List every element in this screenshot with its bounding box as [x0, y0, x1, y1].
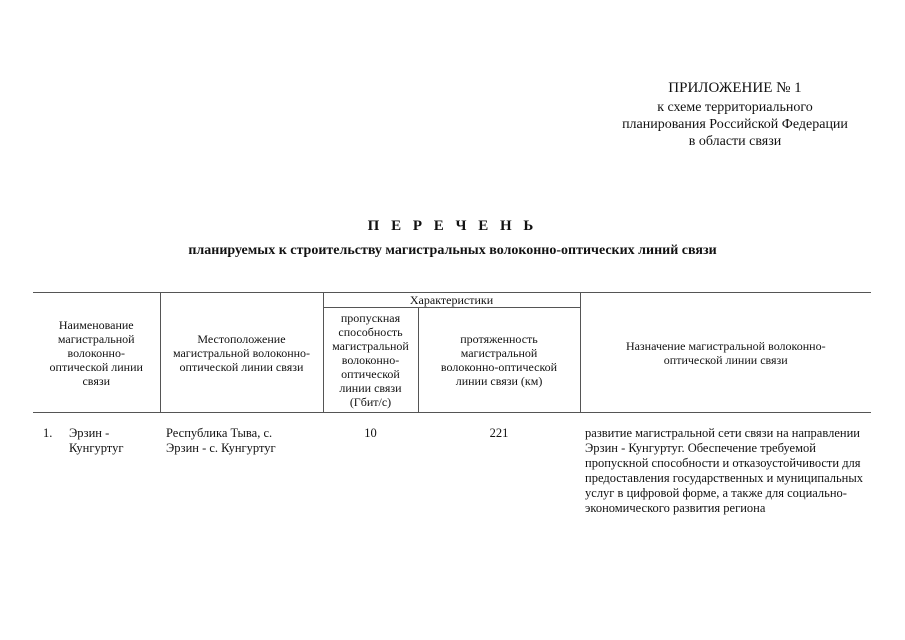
cell-name: [33, 413, 160, 518]
line-name: Эрзин - Кунгуртуг: [69, 426, 124, 455]
appendix-block: [600, 79, 870, 150]
header-length: протяженность магистральной волоконно-оптической линии связи (км): [418, 308, 580, 413]
cell-location: Республика Тыва, с. Эрзин - с. Кунгуртуг: [166, 426, 276, 455]
table-row: [33, 413, 871, 518]
cell-throughput: 10: [364, 426, 377, 440]
header-throughput: пропускная способность магистральной волоконно-оптической линии связи (Гбит/с): [323, 308, 418, 413]
document-title: П Е Р Е Ч Е Н Ь: [367, 218, 538, 234]
appendix-line-4: в области связи: [688, 134, 782, 149]
cell-purpose: развитие магистральной сети связи на направлении Эрзин - Кунгуртуг. Обеспечение требуемой пропускной способности и отказоустойчивости для предоставления государственных и муниципальных услуг в цифровой форме, а также для социально-экономического развития региона: [585, 426, 864, 515]
header-purpose: Назначение магистральной волоконно-оптической линии связи: [580, 293, 871, 413]
lines-table: [33, 292, 871, 517]
header-location: Местоположение магистральной волоконно-оптической линии связи: [160, 293, 323, 413]
header-name: Наименование магистральной волоконно-оптической линии связи: [33, 293, 160, 413]
appendix-number: ПРИЛОЖЕНИЕ № 1: [668, 80, 802, 96]
header-characteristics: Характеристики: [323, 293, 580, 308]
document-subtitle: планируемых к строительству магистральных волоконно-оптических линий связи: [188, 243, 717, 258]
row-number: 1.: [43, 426, 53, 440]
appendix-line-3: планирования Российской Федерации: [622, 117, 848, 132]
cell-length: 221: [489, 426, 509, 440]
appendix-line-2: к схеме территориального: [657, 100, 813, 115]
